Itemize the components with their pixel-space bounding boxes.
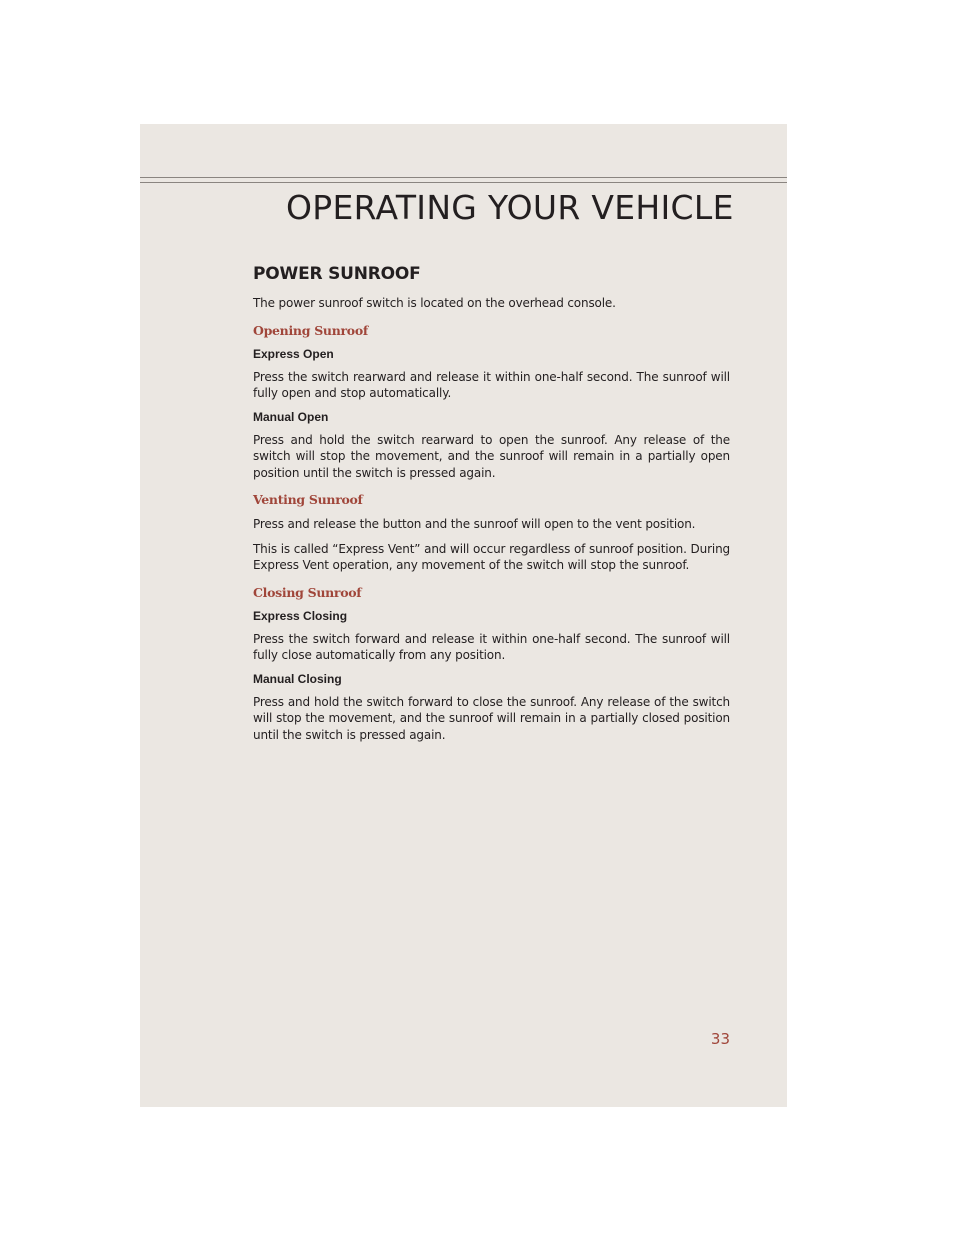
header-rule-bottom bbox=[140, 182, 787, 183]
manual-open-heading: Manual Open bbox=[253, 409, 329, 424]
opening-sunroof-heading: Opening Sunroof bbox=[253, 322, 368, 338]
page-panel bbox=[140, 124, 787, 1107]
content-column bbox=[253, 264, 730, 751]
header-rule-top bbox=[140, 177, 787, 178]
venting-sunroof-heading: Venting Sunroof bbox=[253, 492, 363, 507]
closing-sunroof-heading: Closing Sunroof bbox=[253, 584, 362, 600]
express-closing-paragraph: Press the switch forward and release it within one-half second. The sunroof will fully close automatically from any position. bbox=[253, 631, 730, 662]
express-open-heading: Express Open bbox=[253, 346, 334, 361]
section-title: POWER SUNROOF bbox=[253, 264, 421, 284]
express-closing-heading: Express Closing bbox=[253, 608, 348, 623]
manual-closing-heading: Manual Closing bbox=[253, 671, 342, 686]
manual-open-paragraph: Press and hold the switch rearward to open the sunroof. Any release of the switch will stop the movement, and the sunroof will remain in a partially open position until the switch is pressed again. bbox=[253, 432, 730, 480]
venting-paragraph-2: This is called “Express Vent” and will occur regardless of sunroof position. During Express Vent operation, any movement of the switch will stop the sunroof. bbox=[253, 541, 730, 572]
manual-closing-paragraph: Press and hold the switch forward to close the sunroof. Any release of the switch will stop the movement, and the sunroof will remain in a partially closed position until the switch is pressed again. bbox=[253, 694, 730, 742]
chapter-title: OPERATING YOUR VEHICLE bbox=[286, 188, 734, 227]
venting-paragraph-1: Press and release the button and the sunroof will open to the vent position. bbox=[253, 517, 696, 531]
express-open-paragraph: Press the switch rearward and release it within one-half second. The sunroof will fully open and stop automatically. bbox=[253, 369, 730, 400]
intro-paragraph: The power sunroof switch is located on the overhead console. bbox=[253, 296, 616, 310]
page-number: 33 bbox=[710, 1030, 730, 1048]
